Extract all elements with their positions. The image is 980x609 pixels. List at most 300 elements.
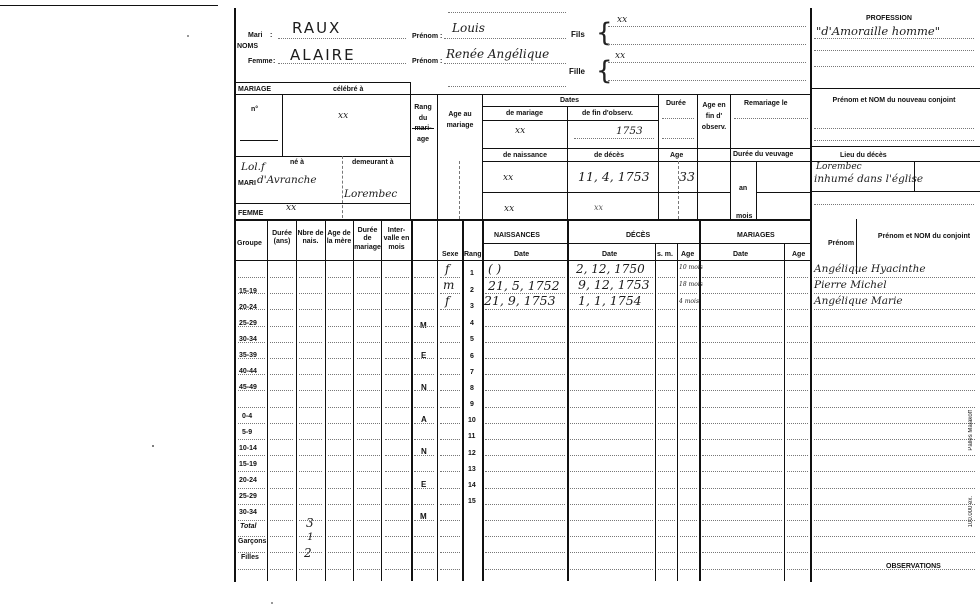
row-dotted-line (658, 504, 675, 505)
row-dotted-line (814, 309, 975, 310)
mari-demeurant-value: Lorembec (344, 188, 398, 200)
group-label: 20-24 (239, 304, 257, 311)
row-dotted-line (440, 569, 460, 570)
row-dotted-line (414, 390, 434, 391)
row-dotted-line (680, 342, 697, 343)
vertical-letter: M (420, 321, 427, 330)
row-dotted-line (702, 407, 782, 408)
top-edge-line (0, 5, 218, 6)
row-dotted-line (385, 342, 409, 343)
row-dotted-line (299, 390, 322, 391)
row-dotted-line (814, 423, 975, 424)
row-dotted-line (680, 277, 697, 278)
row-dotted-line (328, 277, 351, 278)
row-dotted-line (299, 455, 322, 456)
row-dotted-line (385, 277, 409, 278)
row-dotted-line (702, 569, 782, 570)
row-dotted-line (238, 390, 265, 391)
row-dotted-line (658, 309, 675, 310)
row-dotted-line (658, 390, 675, 391)
row-dotted-line (485, 520, 565, 521)
rank-number: 11 (468, 433, 476, 440)
row-dotted-line (299, 277, 322, 278)
row-dotted-line (270, 520, 293, 521)
row-dotted-line (570, 326, 653, 327)
mariage-date-header: Date (733, 251, 749, 258)
row-dotted-line (658, 471, 675, 472)
row-dotted-line (414, 277, 434, 278)
row-dotted-line (357, 342, 380, 343)
row-dotted-line (702, 520, 782, 521)
row-dotted-line (299, 439, 322, 440)
vertical-letter: M (420, 512, 427, 521)
fils-brace: { (596, 18, 613, 48)
rank-number: 4 (470, 320, 474, 327)
groupe-header: Groupe (237, 240, 262, 247)
row-dotted-line (270, 569, 293, 570)
row-dotted-line (328, 407, 351, 408)
row-dotted-line (357, 407, 380, 408)
row-dotted-line (385, 326, 409, 327)
row-dotted-line (680, 569, 697, 570)
row-dotted-line (658, 439, 675, 440)
row-dotted-line (238, 488, 265, 489)
mari-prenom-label: Prénom : (412, 33, 443, 40)
row-dotted-line (270, 471, 293, 472)
row-dotted-line (385, 293, 409, 294)
row-dotted-line (814, 536, 975, 537)
row-dotted-line (485, 293, 565, 294)
row-dotted-line (658, 536, 675, 537)
femme-ne-value: xx (286, 203, 297, 213)
row-dotted-line (270, 277, 293, 278)
row-dotted-line (570, 455, 653, 456)
row-dotted-line (485, 569, 565, 570)
row-dotted-line (570, 552, 653, 553)
row-dotted-line (440, 520, 460, 521)
row-dotted-line (787, 471, 808, 472)
row-dotted-line (414, 293, 434, 294)
row-dotted-line (299, 488, 322, 489)
row-dotted-line (570, 423, 653, 424)
row-dotted-line (680, 358, 697, 359)
row-dotted-line (328, 439, 351, 440)
profession-value: "d'Amoraille homme" (816, 24, 941, 38)
row-dotted-line (702, 293, 782, 294)
remariage-label: Remariage le (744, 100, 788, 107)
row-dotted-line (570, 277, 653, 278)
row-dotted-line (299, 326, 322, 327)
row-dotted-line (658, 374, 675, 375)
row-dotted-line (485, 471, 565, 472)
row-dotted-line (328, 342, 351, 343)
child-1-prenom: Angélique Hyacinthe (814, 263, 926, 275)
child-2-deces: 9, 12, 1753 (578, 277, 650, 292)
date-fin-value: 1753 (616, 125, 643, 137)
row-dotted-line (357, 504, 380, 505)
row-dotted-line (328, 390, 351, 391)
vertical-letter: A (421, 415, 427, 424)
row-dotted-line (814, 277, 975, 278)
row-dotted-line (414, 455, 434, 456)
row-dotted-line (270, 342, 293, 343)
row-dotted-line (270, 536, 293, 537)
age-mari-value: 33 (679, 169, 695, 184)
row-dotted-line (570, 536, 653, 537)
row-dotted-line (814, 342, 975, 343)
duree-veuvage-label: Durée du veuvage (733, 151, 794, 158)
row-dotted-line (414, 439, 434, 440)
row-dotted-line (570, 374, 653, 375)
row-dotted-line (658, 277, 675, 278)
group-label: 35-39 (239, 352, 257, 359)
nbre-nais-header: Nbre de nais. (297, 230, 324, 246)
mariages-header: MARIAGES (737, 232, 775, 239)
row-dotted-line (299, 374, 322, 375)
conjoint-label: Prénom et NOM du nouveau conjoint (832, 97, 956, 104)
row-dotted-line (440, 488, 460, 489)
row-dotted-line (299, 552, 322, 553)
row-dotted-line (357, 293, 380, 294)
row-dotted-line (702, 455, 782, 456)
row-dotted-line (440, 455, 460, 456)
row-dotted-line (440, 552, 460, 553)
row-dotted-line (570, 342, 653, 343)
row-dotted-line (357, 552, 380, 553)
row-dotted-line (485, 309, 565, 310)
row-dotted-line (238, 552, 265, 553)
row-dotted-line (440, 407, 460, 408)
row-dotted-line (385, 471, 409, 472)
row-dotted-line (238, 520, 265, 521)
row-dotted-line (357, 520, 380, 521)
mariage-age-header: Age (792, 251, 806, 258)
rank-number: 13 (468, 466, 476, 473)
age-fin-label: Age en fin d' observ. (701, 102, 727, 132)
de-deces-label: de décès (594, 152, 624, 159)
row-dotted-line (485, 552, 565, 553)
row-dotted-line (440, 326, 460, 327)
row-dotted-line (485, 374, 565, 375)
group-label: 20-24 (239, 477, 257, 484)
rank-number: 10 (468, 417, 476, 424)
rank-number: 8 (470, 385, 474, 392)
row-dotted-line (440, 309, 460, 310)
row-dotted-line (702, 309, 782, 310)
row-dotted-line (814, 471, 975, 472)
row-dotted-line (270, 309, 293, 310)
row-dotted-line (238, 309, 265, 310)
row-dotted-line (485, 536, 565, 537)
row-dotted-line (814, 569, 975, 570)
row-dotted-line (814, 455, 975, 456)
row-dotted-line (385, 552, 409, 553)
row-dotted-line (485, 439, 565, 440)
femme-row-label: FEMME (238, 210, 264, 217)
row-dotted-line (680, 520, 697, 521)
row-dotted-line (270, 374, 293, 375)
row-dotted-line (299, 423, 322, 424)
row-dotted-line (385, 536, 409, 537)
row-dotted-line (328, 358, 351, 359)
form-right-border (810, 8, 812, 582)
row-dotted-line (238, 471, 265, 472)
row-dotted-line (787, 552, 808, 553)
row-dotted-line (702, 374, 782, 375)
row-dotted-line (328, 326, 351, 327)
date-mariage-value: xx (515, 126, 526, 136)
mois-label: mois (736, 213, 753, 220)
row-dotted-line (238, 277, 265, 278)
row-dotted-line (328, 455, 351, 456)
row-dotted-line (702, 471, 782, 472)
row-dotted-line (658, 326, 675, 327)
row-dotted-line (658, 488, 675, 489)
mariage-title: MARIAGE (238, 86, 272, 93)
rank-number: 3 (470, 303, 474, 310)
row-dotted-line (658, 342, 675, 343)
de-fin-label: de fin d'observ. (582, 110, 633, 117)
row-dotted-line (385, 455, 409, 456)
row-dotted-line (328, 504, 351, 505)
row-dotted-line (440, 358, 460, 359)
group-label: 0-4 (242, 413, 253, 420)
row-dotted-line (658, 358, 675, 359)
row-dotted-line (385, 520, 409, 521)
total-value: 3 (306, 516, 314, 530)
femme-nom: ALAIRE (290, 46, 356, 64)
rank-number: 7 (470, 369, 474, 376)
row-dotted-line (787, 374, 808, 375)
print-run-text: 100.000 ex. (968, 496, 974, 528)
row-dotted-line (787, 293, 808, 294)
row-dotted-line (814, 552, 975, 553)
child-1-sexe: f (445, 262, 450, 276)
naissance-date-header: Date (514, 251, 530, 258)
row-dotted-line (270, 293, 293, 294)
duree-ans-header: Durée (ans) (272, 230, 292, 246)
naissances-header: NAISSANCES (494, 232, 540, 239)
no-label: n° (251, 106, 259, 113)
row-dotted-line (299, 536, 322, 537)
row-dotted-line (787, 536, 808, 537)
vertical-letter: E (421, 480, 427, 489)
rang-label: Rang du mari- age (414, 104, 432, 143)
row-dotted-line (814, 439, 975, 440)
row-dotted-line (328, 569, 351, 570)
deces-mari-value: 11, 4, 1753 (578, 169, 650, 184)
row-dotted-line (570, 439, 653, 440)
row-dotted-line (680, 504, 697, 505)
deces-header: DÉCÈS (626, 232, 651, 239)
row-dotted-line (814, 520, 975, 521)
row-dotted-line (814, 390, 975, 391)
mari-ne-prefix: Lol.f (241, 161, 265, 173)
row-dotted-line (680, 407, 697, 408)
row-dotted-line (702, 277, 782, 278)
row-dotted-line (238, 455, 265, 456)
an-label: an (739, 185, 748, 192)
row-dotted-line (299, 358, 322, 359)
row-dotted-line (385, 390, 409, 391)
row-dotted-line (238, 536, 265, 537)
child-1-deces: 2, 12, 1750 (576, 262, 645, 276)
row-dotted-line (570, 520, 653, 521)
row-dotted-line (238, 439, 265, 440)
row-dotted-line (299, 471, 322, 472)
row-dotted-line (787, 504, 808, 505)
row-dotted-line (570, 471, 653, 472)
row-dotted-line (357, 358, 380, 359)
row-dotted-line (270, 504, 293, 505)
row-dotted-line (270, 407, 293, 408)
mari-nom: RAUX (292, 19, 342, 37)
row-dotted-line (385, 569, 409, 570)
row-dotted-line (414, 569, 434, 570)
row-dotted-line (299, 504, 322, 505)
femme-label: Femme (248, 58, 273, 65)
row-dotted-line (814, 326, 975, 327)
row-dotted-line (702, 536, 782, 537)
row-dotted-line (570, 293, 653, 294)
conjoint-header: Prénom et NOM du conjoint (877, 233, 971, 240)
row-dotted-line (658, 455, 675, 456)
age-au-mariage-label: Age au mariage (446, 111, 474, 129)
rank-number: 5 (470, 336, 474, 343)
prenom-header: Prénom (828, 240, 855, 247)
group-label: 10-14 (239, 445, 257, 452)
row-dotted-line (485, 423, 565, 424)
group-label: 5-9 (242, 429, 253, 436)
row-dotted-line (440, 277, 460, 278)
row-dotted-line (414, 309, 434, 310)
row-dotted-line (702, 390, 782, 391)
ne-label: né à (290, 159, 305, 166)
rank-number: 6 (470, 353, 474, 360)
de-mariage-label: de mariage (506, 110, 543, 117)
row-dotted-line (414, 552, 434, 553)
fille-label: Fille (569, 67, 586, 76)
row-dotted-line (702, 358, 782, 359)
lieu-deces-label: Lieu du décès (840, 152, 887, 159)
speck (187, 35, 189, 37)
fille-value: xx (615, 51, 626, 61)
row-dotted-line (485, 342, 565, 343)
row-dotted-line (440, 536, 460, 537)
child-1-age: 10 mois (679, 264, 703, 271)
row-dotted-line (357, 423, 380, 424)
row-dotted-line (485, 277, 565, 278)
duree-mariage-header: Durée de mariage (354, 227, 381, 251)
garcons-label: Garçons (238, 538, 267, 545)
row-dotted-line (299, 407, 322, 408)
row-dotted-line (270, 423, 293, 424)
row-dotted-line (414, 326, 434, 327)
row-dotted-line (680, 293, 697, 294)
row-dotted-line (328, 520, 351, 521)
row-dotted-line (238, 374, 265, 375)
row-dotted-line (702, 342, 782, 343)
child-3-sexe: f (445, 294, 450, 308)
row-dotted-line (385, 358, 409, 359)
row-dotted-line (658, 552, 675, 553)
row-dotted-line (814, 488, 975, 489)
sm-header: s. m. (657, 251, 673, 258)
fils-value: xx (617, 15, 628, 25)
demeurant-label: demeurant à (352, 159, 394, 166)
rank-number: 2 (470, 287, 474, 294)
speck (152, 445, 154, 447)
group-label: 40-44 (239, 368, 257, 375)
row-dotted-line (485, 504, 565, 505)
row-dotted-line (357, 326, 380, 327)
row-dotted-line (238, 569, 265, 570)
age-label: Age (670, 152, 684, 159)
row-dotted-line (414, 358, 434, 359)
rank-number: 12 (468, 450, 476, 457)
row-dotted-line (570, 309, 653, 310)
age-mere-header: Age de la mère (326, 230, 352, 246)
lieu-deces-value: Lorembec (816, 162, 862, 172)
celebre-label: célébré à (333, 86, 364, 93)
row-dotted-line (680, 326, 697, 327)
mari-row-label: MARI (238, 180, 256, 187)
celebre-value: xx (338, 111, 349, 121)
row-dotted-line (238, 423, 265, 424)
row-dotted-line (357, 309, 380, 310)
total-label: Total (240, 523, 257, 530)
row-dotted-line (440, 293, 460, 294)
fils-label: Fils (571, 30, 585, 39)
row-dotted-line (680, 455, 697, 456)
row-dotted-line (680, 390, 697, 391)
row-dotted-line (270, 326, 293, 327)
row-dotted-line (385, 407, 409, 408)
child-2-naissance: 21, 5, 1752 (488, 278, 560, 293)
row-dotted-line (238, 293, 265, 294)
rang-header: Rang (464, 251, 482, 258)
row-dotted-line (702, 552, 782, 553)
row-dotted-line (570, 569, 653, 570)
row-dotted-line (357, 439, 380, 440)
rank-number: 14 (468, 482, 476, 489)
row-dotted-line (385, 423, 409, 424)
row-dotted-line (702, 423, 782, 424)
row-dotted-line (328, 552, 351, 553)
row-dotted-line (357, 374, 380, 375)
row-dotted-line (485, 455, 565, 456)
row-dotted-line (414, 374, 434, 375)
row-dotted-line (680, 423, 697, 424)
row-dotted-line (814, 407, 975, 408)
observations-label: OBSERVATIONS (886, 563, 941, 570)
row-dotted-line (658, 423, 675, 424)
group-label: 15-19 (239, 288, 257, 295)
deces-age-header: Age (681, 251, 695, 258)
row-dotted-line (414, 342, 434, 343)
naissance-mari-value: xx (503, 173, 514, 183)
de-naissance-label: de naissance (503, 152, 547, 159)
child-3-prenom: Angélique Marie (814, 295, 903, 307)
row-dotted-line (238, 407, 265, 408)
child-1-naissance: ( ) (488, 262, 502, 276)
vertical-letter: E (421, 351, 427, 360)
row-dotted-line (570, 407, 653, 408)
row-dotted-line (485, 358, 565, 359)
row-dotted-line (440, 390, 460, 391)
femme-prenom-label: Prénom : (412, 58, 443, 65)
row-dotted-line (787, 277, 808, 278)
